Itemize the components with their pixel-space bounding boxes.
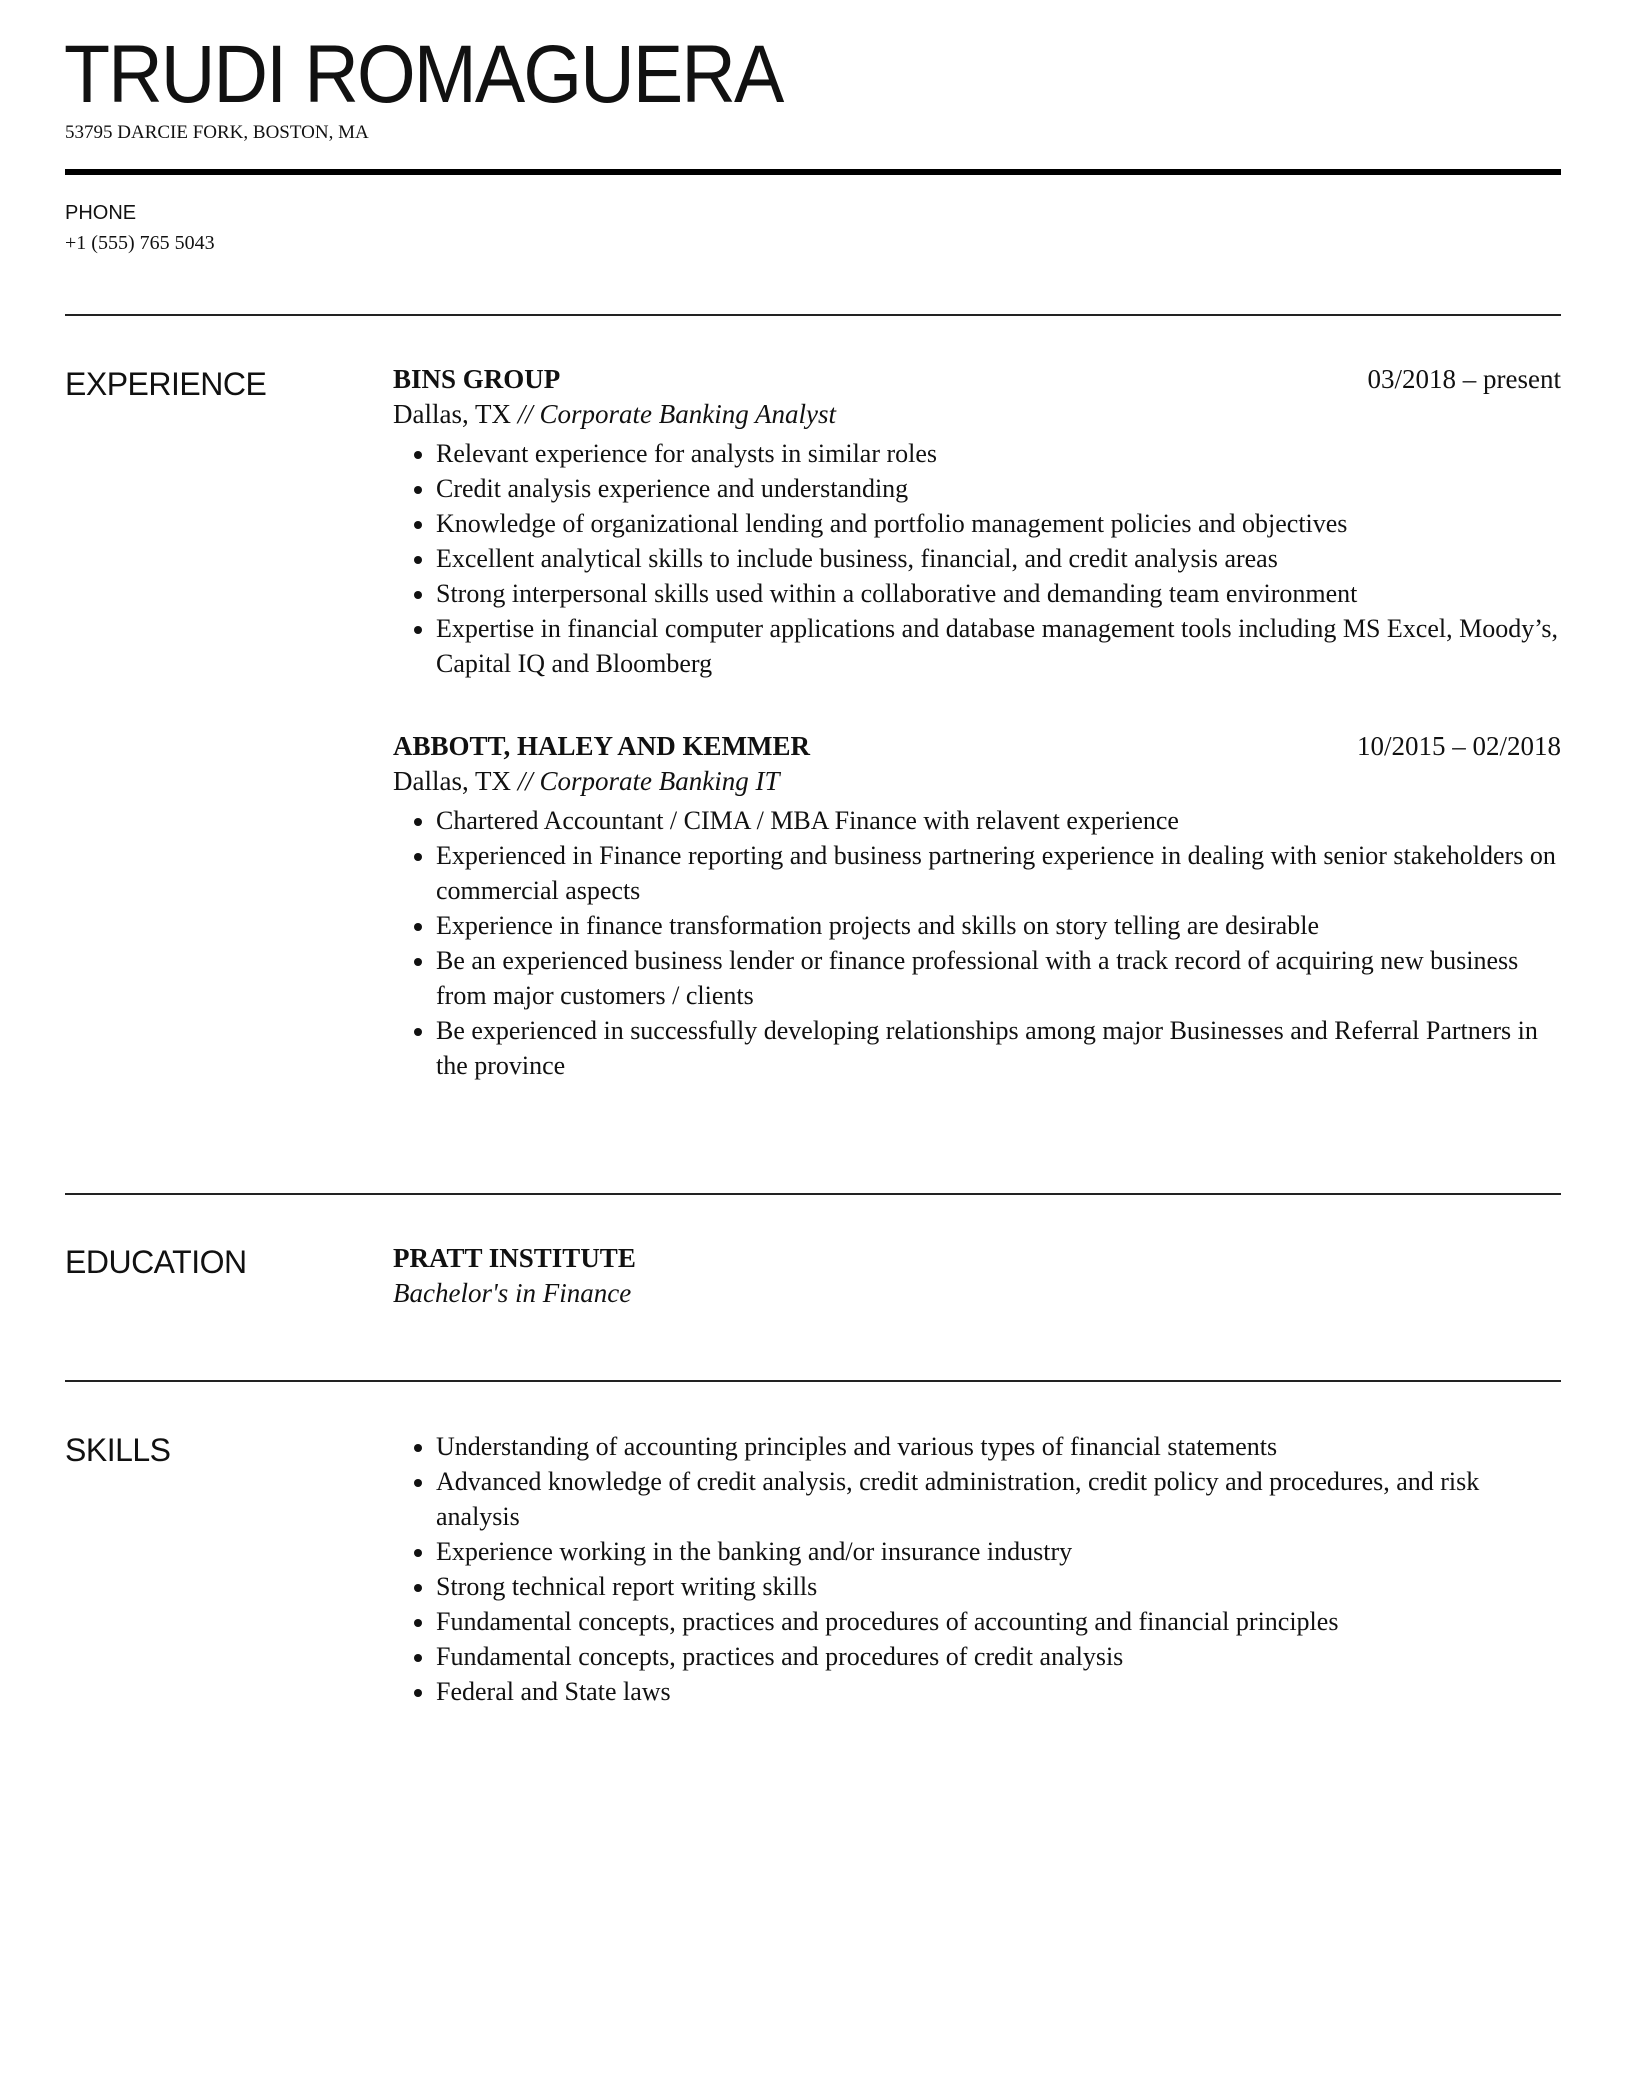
divider	[65, 1193, 1561, 1195]
job-bullets	[393, 803, 1561, 1083]
experience-title: EXPERIENCE	[65, 366, 267, 402]
bullet-item: • Relevant experience for analysts in similar roles	[436, 436, 1561, 471]
experience-section	[393, 362, 1561, 1131]
job-location: Dallas, TX	[393, 766, 511, 796]
skill-item: • Advanced knowledge of credit analysis, credit administration, credit policy and procedures, and risk analysis	[436, 1464, 1561, 1534]
divider	[65, 1380, 1561, 1382]
job-bullets	[393, 436, 1561, 681]
skill-item: • Fundamental concepts, practices and procedures of credit analysis	[436, 1639, 1561, 1674]
skill-item: • Federal and State laws	[436, 1674, 1561, 1709]
skills-list	[393, 1429, 1561, 1709]
education-section	[393, 1241, 1561, 1311]
job-role: Corporate Banking Analyst	[539, 399, 836, 429]
bullet-item: • Knowledge of organizational lending and portfolio management policies and objectives	[436, 506, 1561, 541]
bullet-item: • Experienced in Finance reporting and business partnering experience in dealing with senior stakeholders on commercial aspects	[436, 838, 1561, 908]
skill-item: • Understanding of accounting principles and various types of financial statements	[436, 1429, 1561, 1464]
bullet-item: • Be experienced in successfully developing relationships among major Businesses and Referral Partners in the province	[436, 1013, 1561, 1083]
phone-number: +1 (555) 765 5043	[65, 232, 215, 254]
job-location: Dallas, TX	[393, 399, 511, 429]
bullet-item: • Strong interpersonal skills used within a collaborative and demanding team environment	[436, 576, 1561, 611]
job-entry	[393, 729, 1561, 1083]
bullet-item: • Expertise in financial computer applications and database management tools including MS Excel, Moody’s, Capital IQ and Bloomberg	[436, 611, 1561, 681]
bullet-item: • Experience in finance transformation projects and skills on story telling are desirable	[436, 908, 1561, 943]
separator: //	[510, 399, 540, 429]
job-role: Corporate Banking IT	[539, 766, 780, 796]
address: 53795 DARCIE FORK, BOSTON, MA	[65, 122, 369, 143]
school-name: PRATT INSTITUTE	[393, 1243, 636, 1273]
job-dates: 03/2018 – present	[1367, 364, 1561, 394]
bullet-item: • Chartered Accountant / CIMA / MBA Finance with relavent experience	[436, 803, 1561, 838]
separator: //	[510, 766, 540, 796]
skill-item: • Strong technical report writing skills	[436, 1569, 1561, 1604]
bullet-item: • Be an experienced business lender or finance professional with a track record of acquiring new business from major customers / clients	[436, 943, 1561, 1013]
education-title: EDUCATION	[65, 1244, 247, 1280]
candidate-name: TRUDI ROMAGUERA	[64, 29, 783, 120]
job-dates: 10/2015 – 02/2018	[1356, 731, 1561, 761]
job-entry	[393, 362, 1561, 681]
divider	[65, 314, 1561, 316]
skills-title: SKILLS	[65, 1432, 171, 1468]
company-name: BINS GROUP	[393, 364, 561, 394]
header-divider	[65, 169, 1561, 175]
bullet-item: • Credit analysis experience and understanding	[436, 471, 1561, 506]
bullet-item: • Excellent analytical skills to include business, financial, and credit analysis areas	[436, 541, 1561, 576]
skill-item: • Experience working in the banking and/or insurance industry	[436, 1534, 1561, 1569]
company-name: ABBOTT, HALEY AND KEMMER	[393, 731, 811, 761]
skill-item: • Fundamental concepts, practices and procedures of accounting and financial principles	[436, 1604, 1561, 1639]
phone-label: PHONE	[65, 202, 137, 224]
skills-section	[393, 1429, 1561, 1709]
degree: Bachelor's in Finance	[393, 1278, 632, 1308]
